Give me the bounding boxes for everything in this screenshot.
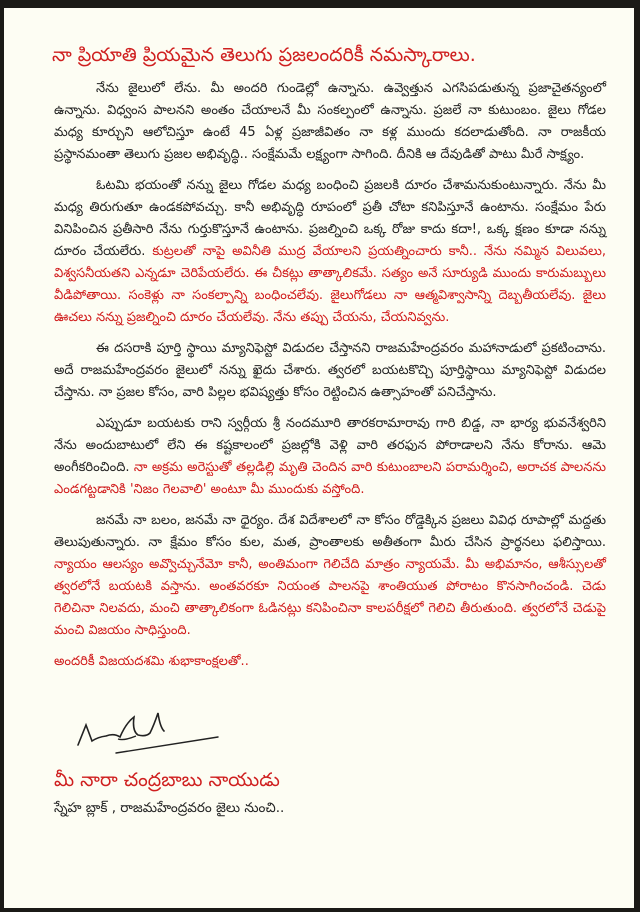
paragraph-text: ఎప్పుడూ బయటకు రాని స్వర్గీయ శ్రీ నందమూరి తారకరామారావు గారి బిడ్డ, నా భార్య భువనేశ్వరిని నేను అందుబాటులో లేని ఈ కష్టకాలంలో ప్రజల్లోకి వెళ్లి వారి తరఫున పోరాడాలని నేను కోరాను. ఆమె అంగీకరించింది. bbox=[54, 416, 606, 475]
paragraph-1 bbox=[54, 78, 606, 166]
paragraph-3 bbox=[54, 338, 606, 404]
paragraph-4 bbox=[54, 413, 606, 501]
signatory-name: మీ నారా చంద్రబాబు నాయుడు bbox=[54, 769, 280, 791]
handwritten-signature bbox=[76, 703, 226, 763]
paragraph-text: ఓటమి భయంతో నన్ను జైలు గోడల మధ్య బంధించి ప్రజలకి దూరం చేశామనుకుంటున్నారు. నేను మీ మధ్య తిరుగుతూ ఉండకపోవచ్చు. కానీ అభివృద్ధి రూపంలో ప్రతీ చోటా కనిపిస్తూనే ఉంటాను. సంక్షేమం పేరు వినిపించిన ప్రతీసారి నేను గుర్తుకొస్తూనే ఉంటాను. ప్రజల్నించి ఒక్క రోజు కాదు కదా!, ఒక్క క్షణం కూడా నన్ను దూరం చేయలేరు. bbox=[54, 178, 606, 259]
paragraph-2 bbox=[54, 175, 606, 329]
paragraph-highlight: న్యాయం ఆలస్యం అవ్వొచ్చునేమో కానీ, అంతిమంగా గెలిచేది మాత్రం న్యాయమే. మీ అభిమానం, ఆశీస్సులతో త్వరలోనే బయటకి వస్తాను. అంతవరకూ నియంత పాలనపై శాంతియుత పోరాటం కొనసాగించండి. చెడు గెలిచినా నిలవదు, మంచి తాత్కాలికంగా ఓడినట్లు కనిపించినా కాలపరీక్షలో గెలిచి తీరుతుంది. త్వరలోనే చెడుపై మంచి విజయం సాధిస్తుంది. bbox=[54, 557, 606, 638]
letter-page bbox=[4, 8, 634, 908]
paragraph-highlight: కుట్రలతో నాపై అవినీతి ముద్ర వేయాలని ప్రయత్నించారు కానీ.. నేను నమ్మిన విలువలు, విశ్వసనీయతని ఎన్నడూ చెరిపేయలేరు. ఈ చీకట్లు తాత్కాలికమే. సత్యం అనే సూర్యుడి ముందు కారుమబ్బులు వీడిపోతాయి. సంకెళ్లు నా సంకల్పాన్ని బంధించలేవు. జైలుగోడలు నా ఆత్మవిశ్వాసాన్ని దెబ్బతీయలేవు. జైలు ఊచలు నన్ను ప్రజల్నించి దూరం చేయలేవు. నేను తప్పు చేయను, చేయనివ్వను. bbox=[54, 244, 606, 325]
sender-location: స్నేహ బ్లాక్ , రాజమహేంద్రవరం జైలు నుంచి.. bbox=[54, 800, 285, 816]
paragraph-text: ఈ దసరాకి పూర్తి స్థాయి మ్యానిఫెస్టో విడుదల చేస్తానని రాజమహేంద్రవరం మహానాడులో ప్రకటించాను. అదే రాజమహేంద్రవరం జైలులో నన్ను ఖైదు చేశారు. త్వరలో బయటకొచ్చి పూర్తిస్థాయి మ్యానిఫెస్టో విడుదల చేస్తాను. నా ప్రజల కోసం, వారి పిల్లల భవిష్యత్తు కోసం రెట్టించిన ఉత్సాహంతో పనిచేస్తాను. bbox=[54, 341, 606, 400]
closing-wishes: అందరికీ విజయదశమి శుభాకాంక్షలతో.. bbox=[54, 654, 249, 669]
paragraph-text: నేను జైలులో లేను. మీ అందరి గుండెల్లో ఉన్నాను. ఉవ్వెత్తున ఎగసిపడుతున్న ప్రజాచైతన్యంలో ఉన్నాను. విధ్వంస పాలనని అంతం చేయాలనే మీ సంకల్పంలో ఉన్నాను. ప్రజలే నా కుటుంబం. జైలు గోడల మధ్య కూర్చుని ఆలోచిస్తూ ఉంటే 45 ఏళ్ల ప్రజాజీవితం నా కళ్ల ముందు కదలాడుతోంది. నా రాజకీయ ప్రస్థానమంతా తెలుగు ప్రజల అభివృద్ధి.. సంక్షేమమే లక్ష్యంగా సాగింది. దీనికి ఆ దేవుడితో పాటు మీరే సాక్ష్యం. bbox=[54, 81, 606, 162]
paragraph-5 bbox=[54, 510, 606, 642]
letter-greeting: నా ప్రియాతి ప్రియమైన తెలుగు ప్రజలందరికీ నమస్కారాలు. bbox=[52, 44, 476, 66]
paragraph-highlight: నా అక్రమ అరెస్టుతో తల్లడిల్లి మృతి చెందిన వారి కుటుంబాలని పరామర్శించి, అరాచక పాలనను ఎండగట్టడానికి 'నిజం గెలవాలి' అంటూ మీ ముందుకు వస్తోంది. bbox=[54, 460, 606, 497]
paragraph-text: జనమే నా బలం, జనమే నా ధైర్యం. దేశ విదేశాలలో నా కోసం రోడ్డెక్కిన ప్రజలు వివిధ రూపాల్లో మద్దతు తెలుపుతున్నారు. నా క్షేమం కోసం కుల, మత, ప్రాంతాలకు అతీతంగా మీరు చేసిన ప్రార్థనలు ఫలిస్తాయి. bbox=[54, 513, 606, 550]
